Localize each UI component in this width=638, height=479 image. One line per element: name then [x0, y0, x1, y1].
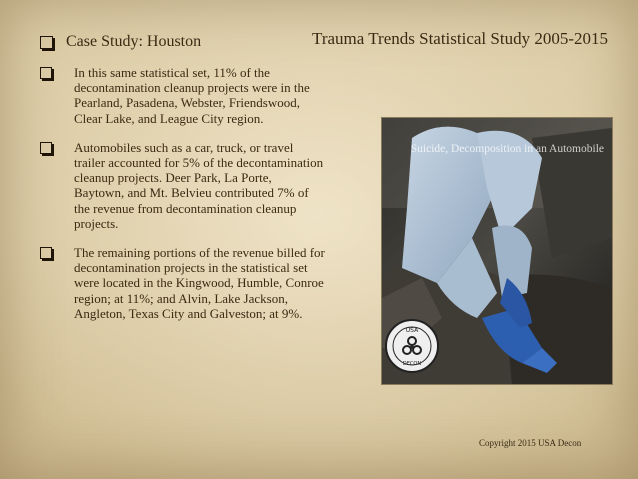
- checkbox-bullet-icon: [40, 142, 52, 154]
- bullet-item: [40, 245, 325, 321]
- slide-title: Trauma Trends Statistical Study 2005-2015: [312, 29, 608, 48]
- photo-caption: Suicide, Decomposition in an Automobile: [410, 143, 604, 155]
- heading-bullet: [40, 33, 325, 51]
- checkbox-bullet-icon: [40, 36, 53, 49]
- bullet-text: The remaining portions of the revenue billed for decontamination projects in the statistical set were located in the Kingwood, Humble, Conroe region; at 11%; and Alvin, Lake Jackson, Angleton, Texas City and Galveston; at 9%.: [74, 245, 325, 321]
- bullet-list: [40, 33, 325, 335]
- bullet-item: [40, 140, 325, 231]
- checkbox-bullet-icon: [40, 247, 52, 259]
- logo-text-top: USA: [405, 327, 419, 334]
- bullet-text: Automobiles such as a car, truck, or travel trailer accounted for 5% of the decontamination cleanup projects. Deer Park, La Porte, Baytown, and Mt. Belvieu contributed 7% of the revenue from decontamination cleanup projects.: [74, 139, 324, 231]
- heading-text: Case Study: Houston: [66, 33, 202, 50]
- logo-text-bottom: DECON: [402, 361, 422, 367]
- bullet-text: In this same statistical set, 11% of the decontamination cleanup projects were in the Pearland, Pasadena, Webster, Friendswood, Clear Lake, and League City region.: [74, 65, 310, 126]
- decontamination-photo: [381, 117, 613, 385]
- checkbox-bullet-icon: [40, 67, 52, 79]
- bullet-item: [40, 65, 325, 126]
- copyright: Copyright 2015 USA Decon: [479, 438, 582, 448]
- photo-illustration: [382, 118, 612, 384]
